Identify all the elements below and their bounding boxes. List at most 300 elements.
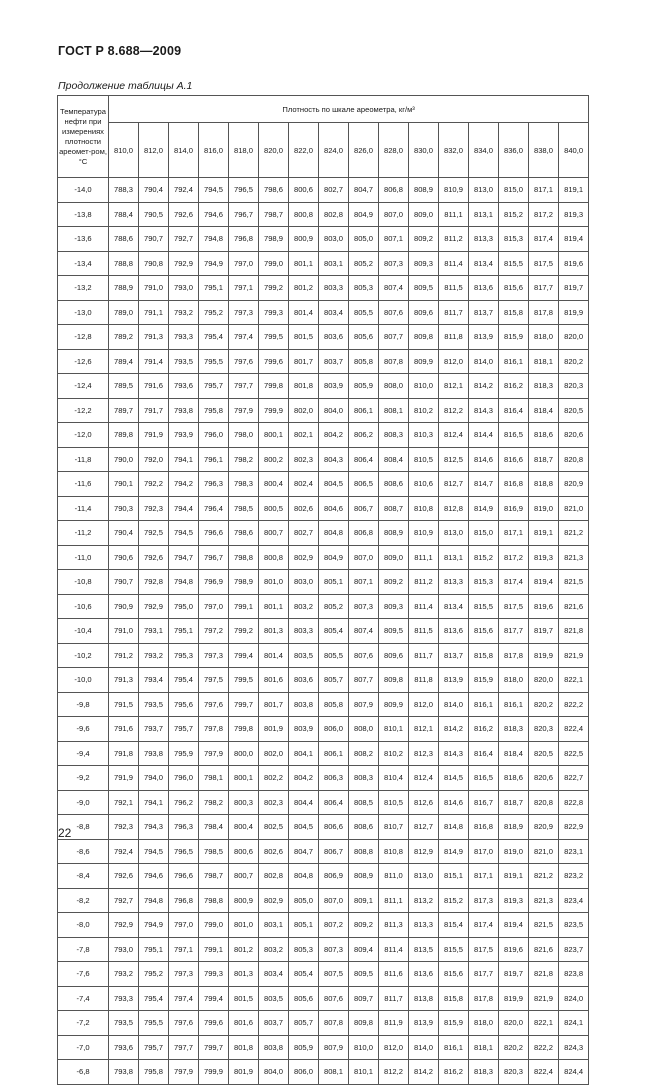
density-cell: 795,8	[199, 398, 229, 423]
table-caption: Продолжение таблицы А.1	[58, 80, 193, 92]
density-cell: 807,9	[319, 1035, 349, 1060]
temperature-cell: -10,0	[58, 668, 109, 693]
temperature-cell: -8,0	[58, 913, 109, 938]
table-row	[58, 717, 589, 742]
density-cell: 817,3	[469, 888, 499, 913]
table-row	[58, 300, 589, 325]
density-cell: 796,6	[199, 521, 229, 546]
density-cell: 801,6	[229, 1011, 259, 1036]
density-cell: 819,0	[529, 496, 559, 521]
density-cell: 788,4	[109, 202, 139, 227]
table-row	[58, 423, 589, 448]
density-cell: 818,3	[469, 1060, 499, 1085]
column-header: 826,0	[349, 123, 379, 178]
density-cell: 798,7	[259, 202, 289, 227]
density-cell: 798,6	[229, 521, 259, 546]
density-cell: 813,7	[439, 643, 469, 668]
density-cell: 822,8	[559, 790, 589, 815]
density-cell: 793,8	[169, 398, 199, 423]
temperature-cell: -13,6	[58, 227, 109, 252]
density-cell: 808,0	[349, 717, 379, 742]
density-cell: 797,9	[169, 1060, 199, 1085]
density-cell: 806,7	[349, 496, 379, 521]
density-cell: 822,5	[559, 741, 589, 766]
density-cell: 822,1	[559, 668, 589, 693]
density-cell: 803,7	[319, 349, 349, 374]
temperature-cell: -13,0	[58, 300, 109, 325]
density-cell: 803,9	[289, 717, 319, 742]
density-cell: 802,7	[289, 521, 319, 546]
density-cell: 797,6	[199, 692, 229, 717]
density-cell: 800,9	[289, 227, 319, 252]
density-cell: 798,6	[259, 178, 289, 203]
density-cell: 814,8	[439, 815, 469, 840]
density-cell: 791,9	[109, 766, 139, 791]
density-table	[57, 95, 589, 1085]
density-cell: 815,5	[499, 251, 529, 276]
density-cell: 806,9	[319, 864, 349, 889]
density-cell: 793,5	[109, 1011, 139, 1036]
density-cell: 795,5	[199, 349, 229, 374]
density-cell: 788,9	[109, 276, 139, 301]
temperature-cell: -6,8	[58, 1060, 109, 1085]
density-cell: 820,6	[529, 766, 559, 791]
density-cell: 816,8	[469, 815, 499, 840]
density-cell: 791,6	[139, 374, 169, 399]
density-cell: 792,3	[109, 815, 139, 840]
density-cell: 809,0	[409, 202, 439, 227]
density-cell: 807,0	[379, 202, 409, 227]
density-cell: 802,6	[289, 496, 319, 521]
density-cell: 816,7	[469, 790, 499, 815]
density-cell: 802,9	[289, 545, 319, 570]
density-cell: 793,5	[169, 349, 199, 374]
density-cell: 803,5	[259, 986, 289, 1011]
density-cell: 810,5	[379, 790, 409, 815]
density-cell: 796,3	[199, 472, 229, 497]
density-cell: 800,4	[229, 815, 259, 840]
density-cell: 809,6	[379, 643, 409, 668]
density-cell: 808,2	[349, 741, 379, 766]
density-cell: 820,2	[559, 349, 589, 374]
density-cell: 816,8	[499, 472, 529, 497]
density-cell: 799,7	[199, 1035, 229, 1060]
density-cell: 797,6	[169, 1011, 199, 1036]
density-cell: 792,7	[109, 888, 139, 913]
density-cell: 817,4	[529, 227, 559, 252]
density-cell: 798,8	[199, 888, 229, 913]
density-cell: 807,7	[379, 325, 409, 350]
density-cell: 805,0	[289, 888, 319, 913]
density-cell: 811,4	[409, 594, 439, 619]
density-cell: 808,3	[349, 766, 379, 791]
density-cell: 816,5	[469, 766, 499, 791]
density-cell: 790,8	[139, 251, 169, 276]
density-cell: 801,5	[229, 986, 259, 1011]
density-cell: 802,2	[259, 766, 289, 791]
temperature-cell: -9,4	[58, 741, 109, 766]
density-cell: 796,4	[199, 496, 229, 521]
density-cell: 795,1	[169, 619, 199, 644]
density-cell: 794,7	[169, 545, 199, 570]
column-header: 840,0	[559, 123, 589, 178]
density-cell: 799,4	[229, 643, 259, 668]
density-cell: 797,7	[229, 374, 259, 399]
density-cell: 794,9	[199, 251, 229, 276]
density-cell: 807,6	[319, 986, 349, 1011]
density-cell: 796,5	[229, 178, 259, 203]
density-cell: 790,0	[109, 447, 139, 472]
density-cell: 800,0	[229, 741, 259, 766]
density-cell: 800,8	[259, 545, 289, 570]
table-row	[58, 594, 589, 619]
density-cell: 803,4	[259, 962, 289, 987]
density-cell: 811,8	[409, 668, 439, 693]
temperature-cell: -7,8	[58, 937, 109, 962]
table-row	[58, 202, 589, 227]
density-cell: 793,8	[139, 741, 169, 766]
density-cell: 810,6	[409, 472, 439, 497]
column-header-row	[58, 123, 589, 178]
density-cell: 810,7	[379, 815, 409, 840]
density-cell: 816,6	[499, 447, 529, 472]
temperature-cell: -7,4	[58, 986, 109, 1011]
density-cell: 805,5	[349, 300, 379, 325]
density-cell: 804,9	[349, 202, 379, 227]
density-cell: 822,7	[559, 766, 589, 791]
density-cell: 822,4	[559, 717, 589, 742]
density-cell: 813,0	[469, 178, 499, 203]
density-cell: 814,7	[469, 472, 499, 497]
density-cell: 816,5	[499, 423, 529, 448]
density-cell: 806,4	[349, 447, 379, 472]
density-cell: 815,8	[469, 643, 499, 668]
density-cell: 793,8	[109, 1060, 139, 1085]
density-cell: 805,8	[349, 349, 379, 374]
table-row	[58, 496, 589, 521]
density-cell: 813,6	[439, 619, 469, 644]
density-cell: 811,5	[409, 619, 439, 644]
density-cell: 799,1	[199, 937, 229, 962]
density-cell: 791,2	[109, 643, 139, 668]
density-cell: 793,5	[139, 692, 169, 717]
density-cell: 801,2	[229, 937, 259, 962]
density-cell: 792,5	[139, 521, 169, 546]
density-cell: 807,1	[379, 227, 409, 252]
density-cell: 812,7	[409, 815, 439, 840]
density-cell: 823,8	[559, 962, 589, 987]
temperature-cell: -10,6	[58, 594, 109, 619]
density-cell: 817,5	[499, 594, 529, 619]
density-cell: 797,4	[229, 325, 259, 350]
density-cell: 794,5	[169, 521, 199, 546]
density-cell: 803,6	[289, 668, 319, 693]
density-cell: 817,0	[469, 839, 499, 864]
density-cell: 813,3	[439, 570, 469, 595]
density-cell: 795,4	[169, 668, 199, 693]
density-cell: 793,0	[109, 937, 139, 962]
density-cell: 810,9	[439, 178, 469, 203]
density-cell: 812,8	[439, 496, 469, 521]
density-cell: 808,9	[349, 864, 379, 889]
density-cell: 812,4	[409, 766, 439, 791]
density-cell: 792,7	[169, 227, 199, 252]
density-cell: 820,9	[559, 472, 589, 497]
density-cell: 800,1	[259, 423, 289, 448]
density-cell: 819,3	[559, 202, 589, 227]
density-cell: 807,8	[379, 349, 409, 374]
temperature-cell: -11,6	[58, 472, 109, 497]
density-cell: 818,1	[469, 1035, 499, 1060]
page-number: 22	[58, 826, 72, 840]
density-cell: 819,1	[499, 864, 529, 889]
density-cell: 808,1	[379, 398, 409, 423]
density-cell: 819,6	[529, 594, 559, 619]
density-cell: 810,8	[379, 839, 409, 864]
density-cell: 817,5	[469, 937, 499, 962]
density-cell: 812,3	[409, 741, 439, 766]
density-cell: 807,4	[379, 276, 409, 301]
density-cell: 795,2	[139, 962, 169, 987]
density-cell: 791,4	[139, 349, 169, 374]
density-cell: 811,1	[439, 202, 469, 227]
density-cell: 803,2	[289, 594, 319, 619]
density-cell: 820,3	[529, 717, 559, 742]
density-cell: 797,3	[169, 962, 199, 987]
density-cell: 811,2	[439, 227, 469, 252]
density-cell: 817,8	[469, 986, 499, 1011]
density-cell: 802,4	[289, 472, 319, 497]
density-cell: 806,8	[379, 178, 409, 203]
density-cell: 821,2	[529, 864, 559, 889]
density-cell: 818,4	[499, 741, 529, 766]
density-cell: 795,7	[169, 717, 199, 742]
density-cell: 802,1	[289, 423, 319, 448]
density-cell: 810,9	[409, 521, 439, 546]
density-cell: 824,0	[559, 986, 589, 1011]
density-cell: 823,7	[559, 937, 589, 962]
density-cell: 812,1	[409, 717, 439, 742]
density-cell: 802,5	[259, 815, 289, 840]
density-cell: 811,1	[379, 888, 409, 913]
density-cell: 809,9	[409, 349, 439, 374]
table-row	[58, 692, 589, 717]
density-cell: 805,1	[319, 570, 349, 595]
density-cell: 801,3	[229, 962, 259, 987]
density-cell: 820,9	[529, 815, 559, 840]
table-row	[58, 1060, 589, 1085]
density-cell: 793,3	[169, 325, 199, 350]
density-cell: 808,6	[379, 472, 409, 497]
density-cell: 797,2	[199, 619, 229, 644]
density-cell: 799,3	[259, 300, 289, 325]
density-cell: 810,5	[409, 447, 439, 472]
temperature-cell: -11,4	[58, 496, 109, 521]
density-cell: 797,4	[169, 986, 199, 1011]
density-cell: 801,4	[289, 300, 319, 325]
temperature-cell: -11,8	[58, 447, 109, 472]
temperature-cell: -12,4	[58, 374, 109, 399]
density-cell: 800,2	[259, 447, 289, 472]
table-row	[58, 741, 589, 766]
column-header: 828,0	[379, 123, 409, 178]
density-cell: 809,2	[409, 227, 439, 252]
density-cell: 790,7	[139, 227, 169, 252]
density-cell: 799,7	[229, 692, 259, 717]
density-cell: 805,3	[289, 937, 319, 962]
density-cell: 804,2	[289, 766, 319, 791]
density-cell: 819,9	[499, 986, 529, 1011]
density-cell: 791,6	[109, 717, 139, 742]
temperature-cell: -8,6	[58, 839, 109, 864]
density-cell: 794,5	[139, 839, 169, 864]
temperature-cell: -7,6	[58, 962, 109, 987]
density-cell: 807,3	[379, 251, 409, 276]
density-cell: 794,1	[139, 790, 169, 815]
density-cell: 795,4	[139, 986, 169, 1011]
density-cell: 799,6	[259, 349, 289, 374]
density-cell: 805,0	[349, 227, 379, 252]
density-cell: 819,7	[499, 962, 529, 987]
density-cell: 816,2	[499, 374, 529, 399]
density-cell: 792,2	[139, 472, 169, 497]
column-header: 816,0	[199, 123, 229, 178]
density-cell: 815,2	[499, 202, 529, 227]
density-cell: 813,3	[469, 227, 499, 252]
density-cell: 812,5	[439, 447, 469, 472]
density-cell: 820,5	[559, 398, 589, 423]
density-cell: 807,5	[319, 962, 349, 987]
density-cell: 815,1	[439, 864, 469, 889]
density-cell: 792,6	[169, 202, 199, 227]
density-cell: 808,8	[349, 839, 379, 864]
table-row	[58, 251, 589, 276]
density-cell: 813,7	[469, 300, 499, 325]
density-cell: 804,4	[289, 790, 319, 815]
density-cell: 804,6	[319, 496, 349, 521]
density-cell: 800,7	[229, 864, 259, 889]
column-header: 824,0	[319, 123, 349, 178]
density-cell: 796,6	[169, 864, 199, 889]
density-cell: 821,8	[529, 962, 559, 987]
density-cell: 805,7	[319, 668, 349, 693]
temperature-cell: -9,2	[58, 766, 109, 791]
density-cell: 793,0	[169, 276, 199, 301]
density-cell: 806,2	[349, 423, 379, 448]
density-cell: 791,8	[109, 741, 139, 766]
density-cell: 804,1	[289, 741, 319, 766]
density-cell: 798,0	[229, 423, 259, 448]
density-cell: 791,9	[139, 423, 169, 448]
density-cell: 804,9	[319, 545, 349, 570]
density-cell: 812,6	[409, 790, 439, 815]
density-cell: 810,8	[409, 496, 439, 521]
density-cell: 810,1	[349, 1060, 379, 1085]
density-cell: 803,1	[319, 251, 349, 276]
density-cell: 809,3	[379, 594, 409, 619]
table-row	[58, 398, 589, 423]
column-header: 812,0	[139, 123, 169, 178]
density-cell: 804,0	[319, 398, 349, 423]
column-header: 836,0	[499, 123, 529, 178]
density-cell: 821,5	[559, 570, 589, 595]
density-cell: 802,9	[259, 888, 289, 913]
temperature-cell: -12,2	[58, 398, 109, 423]
density-cell: 805,4	[289, 962, 319, 987]
density-cell: 815,6	[469, 619, 499, 644]
density-cell: 824,4	[559, 1060, 589, 1085]
density-cell: 803,2	[259, 937, 289, 962]
column-header: 814,0	[169, 123, 199, 178]
density-cell: 809,9	[379, 692, 409, 717]
density-cell: 803,8	[289, 692, 319, 717]
density-cell: 794,8	[169, 570, 199, 595]
density-cell: 797,7	[169, 1035, 199, 1060]
density-cell: 791,7	[139, 398, 169, 423]
density-cell: 819,4	[529, 570, 559, 595]
density-cell: 801,2	[289, 276, 319, 301]
density-cell: 798,4	[199, 815, 229, 840]
density-cell: 794,6	[199, 202, 229, 227]
density-cell: 819,9	[529, 643, 559, 668]
density-cell: 794,3	[139, 815, 169, 840]
density-cell: 799,9	[259, 398, 289, 423]
table-row	[58, 668, 589, 693]
density-cell: 795,2	[199, 300, 229, 325]
density-cell: 796,2	[169, 790, 199, 815]
density-cell: 807,7	[349, 668, 379, 693]
table-row	[58, 962, 589, 987]
density-cell: 789,5	[109, 374, 139, 399]
density-cell: 807,2	[319, 913, 349, 938]
density-cell: 815,9	[469, 668, 499, 693]
density-cell: 804,3	[319, 447, 349, 472]
density-cell: 808,0	[379, 374, 409, 399]
density-cell: 806,5	[349, 472, 379, 497]
density-cell: 820,0	[559, 325, 589, 350]
density-cell: 809,4	[349, 937, 379, 962]
density-cell: 812,2	[379, 1060, 409, 1085]
density-cell: 803,5	[289, 643, 319, 668]
density-cell: 816,2	[469, 717, 499, 742]
density-cell: 790,3	[109, 496, 139, 521]
density-cell: 812,9	[409, 839, 439, 864]
density-cell: 795,1	[139, 937, 169, 962]
density-cell: 819,4	[499, 913, 529, 938]
density-cell: 813,9	[469, 325, 499, 350]
density-cell: 798,5	[229, 496, 259, 521]
density-cell: 792,8	[139, 570, 169, 595]
density-cell: 818,0	[499, 668, 529, 693]
density-cell: 790,6	[109, 545, 139, 570]
temperature-cell: -7,2	[58, 1011, 109, 1036]
density-cell: 818,6	[529, 423, 559, 448]
temperature-cell: -13,8	[58, 202, 109, 227]
density-cell: 793,1	[139, 619, 169, 644]
density-cell: 809,8	[379, 668, 409, 693]
density-cell: 808,4	[379, 447, 409, 472]
table-row	[58, 986, 589, 1011]
density-cell: 819,6	[499, 937, 529, 962]
density-cell: 799,0	[199, 913, 229, 938]
density-cell: 794,8	[199, 227, 229, 252]
density-cell: 797,8	[199, 717, 229, 742]
density-cell: 803,7	[259, 1011, 289, 1036]
temperature-cell: -11,0	[58, 545, 109, 570]
density-cell: 795,4	[199, 325, 229, 350]
density-cell: 819,7	[529, 619, 559, 644]
density-cell: 813,6	[409, 962, 439, 987]
